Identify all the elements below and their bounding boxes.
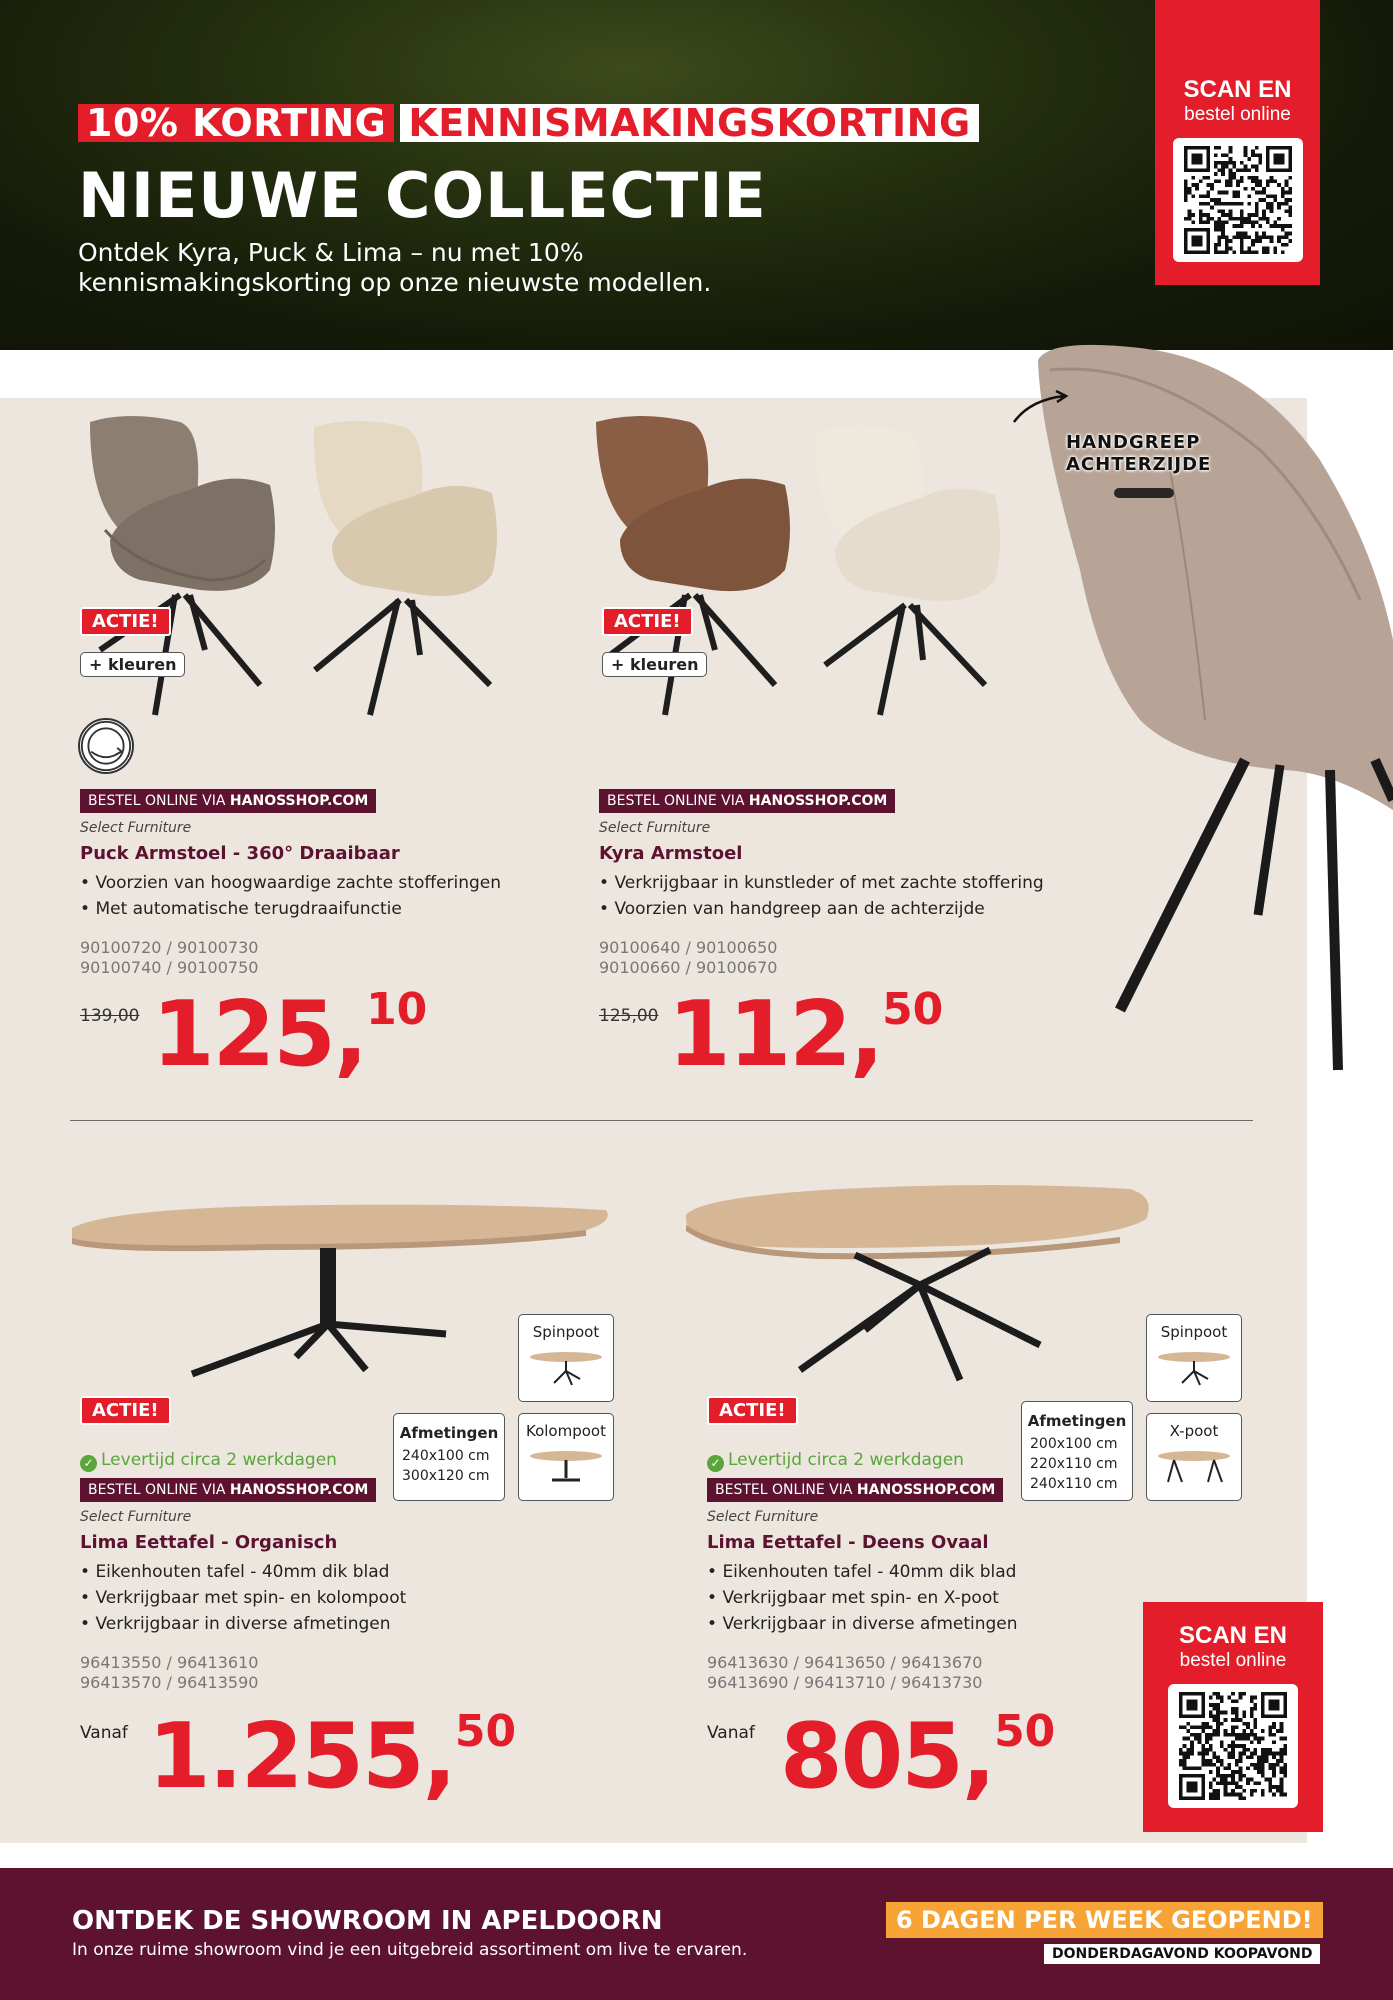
article-codes: [599, 938, 777, 978]
feature-item: • Met automatische terugdraaifunctie: [80, 896, 501, 922]
product-name: Lima Eettafel - Deens Ovaal: [707, 1532, 989, 1553]
feature-item: • Verkrijgbaar in diverse afmetingen: [80, 1611, 406, 1637]
promo-discount: 10% KORTING: [78, 104, 394, 142]
option-label: X-poot: [1169, 1422, 1219, 1440]
option-kolompoot[interactable]: [518, 1413, 614, 1501]
koopavond-badge: DONDERDAGAVOND KOOPAVOND: [1044, 1944, 1320, 1964]
spinpoot-table-icon: [526, 1349, 606, 1389]
bestel-online-link[interactable]: [80, 1478, 376, 1502]
check-icon: ✓: [80, 1455, 97, 1472]
vanaf-label: Vanaf: [80, 1723, 128, 1743]
delivery-text: Levertijd circa 2 werkdagen: [101, 1450, 337, 1470]
footer-title: ONTDEK DE SHOWROOM IN APELDOORN: [72, 1906, 663, 1936]
article-codes: [80, 938, 258, 978]
bestel-online-prefix: BESTEL ONLINE VIA: [88, 1482, 230, 1498]
product-features: [599, 870, 1044, 922]
lima-deens-ovaal-table-image: [680, 1175, 1156, 1385]
opening-days-badge: 6 DAGEN PER WEEK GEOPEND!: [886, 1902, 1323, 1938]
price-main: 805,: [780, 1704, 995, 1809]
bestel-online-site: HANOSSHOP.COM: [748, 793, 888, 809]
page-title: NIEUWE COLLECTIE: [78, 159, 767, 232]
check-icon: ✓: [707, 1455, 724, 1472]
dimension-item: 300x120 cm: [402, 1468, 490, 1484]
qr-bestel-label: bestel online: [1184, 104, 1291, 125]
price-cents: 50: [994, 1706, 1056, 1757]
dimensions-box: [1021, 1401, 1133, 1501]
qr-code-icon[interactable]: [1168, 1684, 1298, 1808]
qr-code-icon[interactable]: [1173, 138, 1303, 262]
x-poot-table-icon: [1154, 1448, 1234, 1488]
feature-item: • Verkrijgbaar met spin- en X-poot: [707, 1585, 1018, 1611]
feature-item: • Verkrijgbaar in diverse afmetingen: [707, 1611, 1018, 1637]
option-x-poot[interactable]: [1146, 1413, 1242, 1501]
article-codes-line: 90100640 / 90100650: [599, 938, 778, 957]
product-features: [707, 1559, 1018, 1637]
product-brand: Select Furniture: [80, 1509, 192, 1525]
footer: [0, 1868, 1393, 2000]
actie-badge: ACTIE!: [80, 1396, 171, 1425]
dimension-item: 200x100 cm: [1030, 1436, 1118, 1452]
footer-subtitle: In onze ruime showroom vind je een uitgebreid assortiment om live te ervaren.: [72, 1940, 748, 1960]
option-spinpoot[interactable]: [1146, 1314, 1242, 1402]
bestel-online-site: HANOSSHOP.COM: [229, 1482, 369, 1498]
qr-scan-panel-bottom[interactable]: [1143, 1602, 1323, 1832]
product-brand: Select Furniture: [80, 820, 192, 836]
page-subtitle: Ontdek Kyra, Puck & Lima – nu met 10% kennismakingskorting op onze nieuwste modellen.: [78, 238, 712, 297]
product-name: Kyra Armstoel: [599, 843, 743, 864]
handgreep-label: [1066, 432, 1211, 476]
puck-chair-cream-image: [300, 415, 510, 725]
product-name: Puck Armstoel - 360° Draaibaar: [80, 843, 400, 864]
bestel-online-prefix: BESTEL ONLINE VIA: [607, 793, 749, 809]
option-spinpoot[interactable]: [518, 1314, 614, 1402]
dimensions-list: [1022, 1434, 1132, 1494]
bestel-online-link[interactable]: [599, 789, 895, 813]
delivery-info: [707, 1450, 964, 1472]
feature-item: • Voorzien van handgreep aan de achterzijde: [599, 896, 1044, 922]
more-colors-button[interactable]: + kleuren: [80, 652, 185, 677]
actie-badge: ACTIE!: [80, 607, 171, 636]
option-label: Kolompoot: [526, 1422, 606, 1440]
product-brand: Select Furniture: [707, 1509, 819, 1525]
price-main: 112,: [668, 982, 883, 1087]
feature-item: • Eikenhouten tafel - 40mm dik blad: [707, 1559, 1018, 1585]
dimension-item: 240x110 cm: [1030, 1476, 1118, 1492]
price-cents: 50: [882, 984, 944, 1035]
handgreep-line1: HANDGREEP: [1066, 432, 1201, 453]
price: [152, 982, 428, 1087]
price: [668, 982, 944, 1087]
kolompoot-table-icon: [526, 1448, 606, 1488]
article-codes-line: 96413570 / 96413590: [80, 1673, 259, 1692]
bestel-online-site: HANOSSHOP.COM: [856, 1482, 996, 1498]
delivery-text: Levertijd circa 2 werkdagen: [728, 1450, 964, 1470]
arrow-icon: [1010, 390, 1070, 426]
actie-badge: ACTIE!: [602, 607, 693, 636]
spinpoot-table-icon: [1154, 1349, 1234, 1389]
vanaf-label: Vanaf: [707, 1723, 755, 1743]
old-price: 139,00: [80, 1006, 140, 1026]
price-main: 1.255,: [148, 1704, 455, 1809]
feature-item: • Verkrijgbaar met spin- en kolompoot: [80, 1585, 406, 1611]
bestel-online-site: HANOSSHOP.COM: [229, 793, 369, 809]
qr-bestel-label: bestel online: [1179, 1650, 1287, 1671]
feature-item: • Voorzien van hoogwaardige zachte stofferingen: [80, 870, 501, 896]
price-cents: 10: [366, 984, 428, 1035]
more-colors-button[interactable]: + kleuren: [602, 652, 707, 677]
feature-item: • Eikenhouten tafel - 40mm dik blad: [80, 1559, 406, 1585]
article-codes: [80, 1653, 258, 1693]
product-brand: Select Furniture: [599, 820, 711, 836]
qr-scan-label: SCAN EN: [1178, 1622, 1287, 1649]
section-divider: [70, 1120, 1253, 1121]
article-codes-line: 90100720 / 90100730: [80, 938, 259, 957]
qr-scan-label: SCAN EN: [1183, 76, 1292, 103]
promo-label: KENNISMAKINGSKORTING: [400, 104, 978, 142]
bestel-online-prefix: BESTEL ONLINE VIA: [715, 1482, 857, 1498]
price: [148, 1704, 517, 1809]
dimension-item: 240x100 cm: [402, 1448, 490, 1464]
article-codes-line: 96413630 / 96413650 / 96413670: [707, 1653, 983, 1672]
dimensions-box: [393, 1413, 505, 1501]
qr-scan-panel-top[interactable]: [1155, 0, 1320, 285]
article-codes-line: 90100660 / 90100670: [599, 958, 778, 977]
promo-line: [78, 101, 979, 145]
handgreep-line2: ACHTERZIJDE: [1066, 454, 1212, 475]
option-label: Spinpoot: [532, 1323, 600, 1341]
product-features: [80, 1559, 406, 1637]
article-codes-line: 90100740 / 90100750: [80, 958, 259, 977]
price: [780, 1704, 1056, 1809]
dimension-item: 220x110 cm: [1030, 1456, 1118, 1472]
actie-badge: ACTIE!: [707, 1396, 798, 1425]
article-codes: [707, 1653, 982, 1693]
bestel-online-prefix: BESTEL ONLINE VIA: [88, 793, 230, 809]
price-main: 125,: [152, 982, 367, 1087]
product-name: Lima Eettafel - Organisch: [80, 1532, 338, 1553]
article-codes-line: 96413690 / 96413710 / 96413730: [707, 1673, 983, 1692]
dimensions-list: [394, 1446, 504, 1486]
delivery-info: [80, 1450, 337, 1472]
dimensions-title: Afmetingen: [399, 1424, 499, 1442]
option-label: Spinpoot: [1160, 1323, 1228, 1341]
price-cents: 50: [454, 1706, 517, 1757]
product-features: [80, 870, 501, 922]
old-price: 125,00: [599, 1006, 659, 1026]
rotate-360-icon: [78, 718, 134, 774]
feature-item: • Verkrijgbaar in kunstleder of met zachte stoffering: [599, 870, 1044, 896]
bestel-online-link[interactable]: [80, 789, 376, 813]
dimensions-title: Afmetingen: [1027, 1412, 1127, 1430]
article-codes-line: 96413550 / 96413610: [80, 1653, 259, 1672]
kyra-chair-cream-image: [805, 420, 1015, 720]
bestel-online-link[interactable]: [707, 1478, 1003, 1502]
